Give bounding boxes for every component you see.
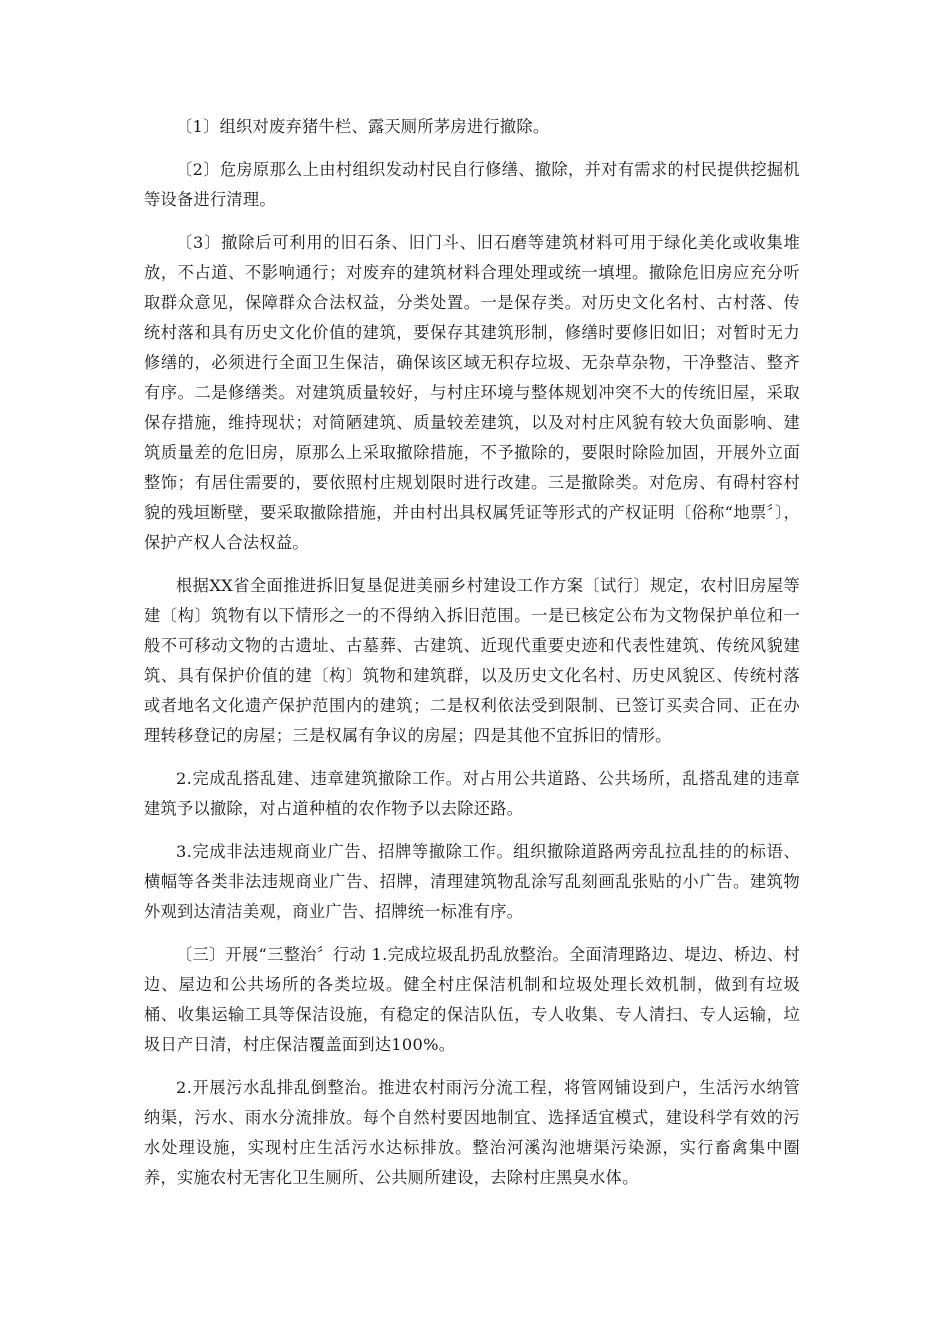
- paragraph-sewage-rectification: 2.开展污水乱排乱倒整治。推进农村雨污分流工程，将管网铺设到户，生活污水纳管纳渠，污水、雨水分流排放。每个自然村要因地制宜、选择适宜模式，建设科学有效的污水处理设施，实现村庄生活污水达标排放。整治河溪沟池塘渠污染源，实行畜禽集中圈养，实施农村无害化卫生厕所、公共厕所建设，去除村庄黑臭水体。: [144, 1078, 800, 1187]
- paragraph-exclusion-scope: 根据XX省全面推进拆旧复垦促进美丽乡村建设工作方案〔试行〕规定，农村旧房屋等建〔构〕筑物有以下情形之一的不得纳入拆旧范围。一是已核定公布为文物保护单位和一般不可移动文物的古遗址、古墓葬、古建筑、近现代重要史迹和代表性建筑、传统风貌建筑、具有保护价值的建〔构〕筑物和建筑群，以及历史文化名村、历史风貌区、传统村落或者地名文化遗产保护范围内的建筑；二是权利依法受到限制、已签订买卖合同、正在办理转移登记的房屋；三是权属有争议的房屋；四是其他不宜拆旧的情形。: [144, 576, 800, 745]
- paragraph-demolish-pens: 〔1〕组织对废弃猪牛栏、露天厕所茅房进行撤除。: [176, 117, 550, 136]
- paragraph-illegal-buildings: 2.完成乱搭乱建、违章建筑撤除工作。对占用公共道路、公共场所，乱搭乱建的违章建筑予以撤除，对占道种植的农作物予以去除还路。: [144, 769, 800, 818]
- paragraph-illegal-ads: 3.完成非法违规商业广告、招牌等撤除工作。组织撤除道路两旁乱拉乱挂的的标语、横幅等各类非法违规商业广告、招牌，清理建筑物乱涂写乱刻画乱张贴的小广告。建筑物外观到达清洁美观，商业广告、招牌统一标准有序。: [144, 842, 800, 921]
- paragraph-dangerous-houses: 〔2〕危房原那么上由村组织发动村民自行修缮、撤除，并对有需求的村民提供挖掘机等设备进行清理。: [144, 160, 800, 209]
- paragraph-materials-classification: 〔3〕撤除后可利用的旧石条、旧门斗、旧石磨等建筑材料可用于绿化美化或收集堆放，不占道、不影响通行；对废弃的建筑材料合理处理或统一填埋。撤除危旧房应充分听取群众意见，保障群众合法权益，分类处置。一是保存类。对历史文化名村、古村落、传统村落和具有历史文化价值的建筑，要保存其建筑形制，修缮时要修旧如旧；对暂时无力修缮的，必须进行全面卫生保洁，确保该区域无积存垃圾、无杂草杂物，干净整洁、整齐有序。二是修缮类。对建筑质量较好，与村庄环境与整体规划冲突不大的传统旧屋，采取保存措施，维持现状；对简陋建筑、质量较差建筑，以及对村庄风貌有较大负面影响、建筑质量差的危旧房，原那么上采取撤除措施，不予撤除的，要限时除险加固，开展外立面整饰；有居住需要的，要依照村庄规划限时进行改建。三是撤除类。对危房、有碍村容村貌的残垣断壁，要采取撤除措施，并由村出具权属凭证等形式的产权证明〔俗称“地票〞〕，保护产权人合法权益。: [144, 233, 800, 552]
- paragraph-garbage-rectification: 〔三〕开展“三整治〞行动 1.完成垃圾乱扔乱放整治。全面清理路边、堤边、桥边、村边、屋边和公共场所的各类垃圾。健全村庄保洁机制和垃圾处理长效机制，做到有垃圾桶、收集运输工具等保洁设施，有稳定的保洁队伍，专人收集、专人清扫、专人运输，垃圾日产日清，村庄保洁覆盖面到达100%。: [144, 945, 800, 1054]
